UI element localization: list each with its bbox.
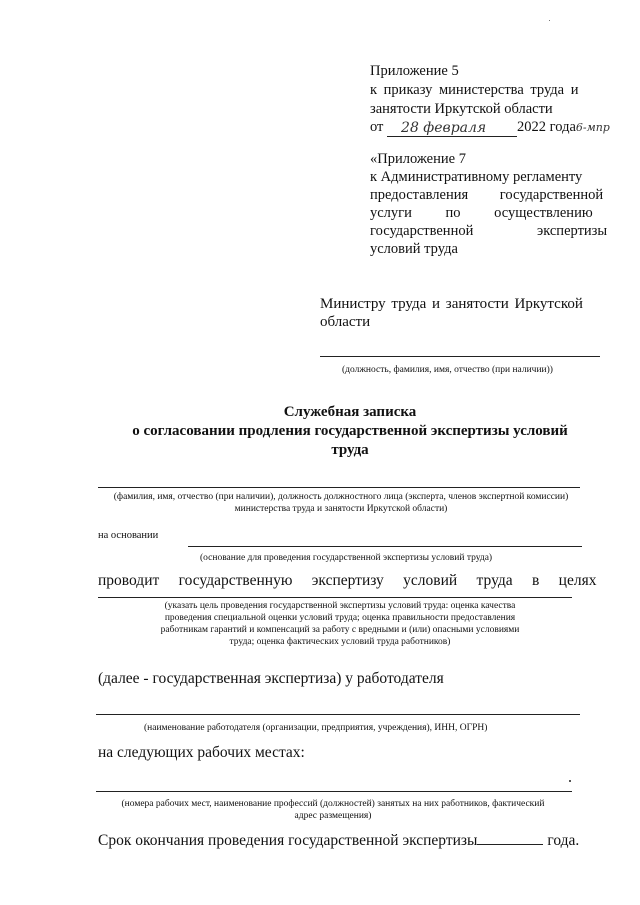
deadline-suffix: года.	[547, 832, 580, 849]
document-title: Служебная записка	[283, 404, 417, 420]
basis-label: на основании	[98, 530, 159, 541]
order-number-handwritten: 6-мпр	[575, 121, 610, 134]
date-blank	[387, 121, 517, 137]
reference-line-4: государственной экспертизы	[370, 223, 608, 239]
appendix-date-line	[370, 118, 610, 137]
expert-blank-line	[98, 487, 580, 488]
reference-line-5: условий труда	[370, 241, 458, 257]
purpose-caption: (указать цель проведения государственной экспертизы условий труда: оценка качества проведения специальной оценки условий труда; оценка правильности предоставления работникам гарантий и компенсаций за работу с вредными и (или) опасными условиями труда; оценка фактических условий труда работников)	[160, 601, 520, 647]
appendix-line-1	[370, 81, 598, 100]
purpose-blank-line	[98, 597, 572, 598]
reference-line-2	[370, 186, 604, 205]
addressee-caption: (должность, фамилия, имя, отчество (при наличии))	[342, 365, 553, 375]
employer-caption: (наименование работодателя (организации, предприятия, учреждения), ИНН, ОГРН)	[144, 723, 488, 733]
workplaces-blank-line	[96, 791, 572, 792]
date-prefix: от	[370, 119, 384, 135]
reference-title: «Приложение 7	[370, 151, 466, 167]
addressee-line-1: Министру труда и занятости Иркутской	[320, 296, 583, 312]
expert-caption: (фамилия, имя, отчество (при наличии), должность должностного лица (эксперта, членов экспертной комиссии) министерства труда и занятости Иркутской области)	[113, 492, 569, 514]
appendix-line-2: занятости Иркутской области	[370, 101, 553, 117]
deadline-text: Срок окончания проведения государственной экспертизы	[98, 832, 478, 849]
date-handwritten: 28 февраля	[401, 120, 487, 136]
addressee-blank-line	[320, 356, 600, 357]
basis-caption: (основание для проведения государственной экспертизы условий труда)	[200, 553, 493, 563]
addressee-line-2: области	[320, 314, 371, 330]
deadline-line	[98, 832, 579, 850]
employer-line: (далее - государственная экспертиза) у работодателя	[98, 670, 444, 687]
reference-line-3: услуги по осуществлению	[370, 205, 593, 221]
document-subtitle: о согласовании продления государственной экспертизы условий	[132, 423, 568, 439]
workplaces-label: на следующих рабочих местах:	[98, 744, 305, 761]
deadline-blank	[477, 832, 543, 845]
employer-blank-line	[96, 714, 580, 715]
document-subtitle-end: труда	[331, 442, 369, 458]
workplaces-caption: (номера рабочих мест, наименование профессий (должностей) занятых на них работников, фактический адрес размещения)	[121, 799, 545, 821]
scan-speck	[569, 780, 571, 782]
appendix-title: Приложение 5	[370, 63, 459, 79]
reference-line-2-text: предоставления государственной	[370, 187, 604, 203]
basis-blank-line	[188, 546, 582, 547]
scan-speck-top	[549, 20, 550, 21]
date-suffix: 2022 года	[517, 119, 576, 135]
conducts-line: проводит государственную экспертизу условий труда в целях	[98, 572, 597, 589]
reference-line-1: к Административному регламенту	[370, 169, 583, 185]
appendix-line-1-text: к приказу министерства труда и	[370, 82, 579, 98]
